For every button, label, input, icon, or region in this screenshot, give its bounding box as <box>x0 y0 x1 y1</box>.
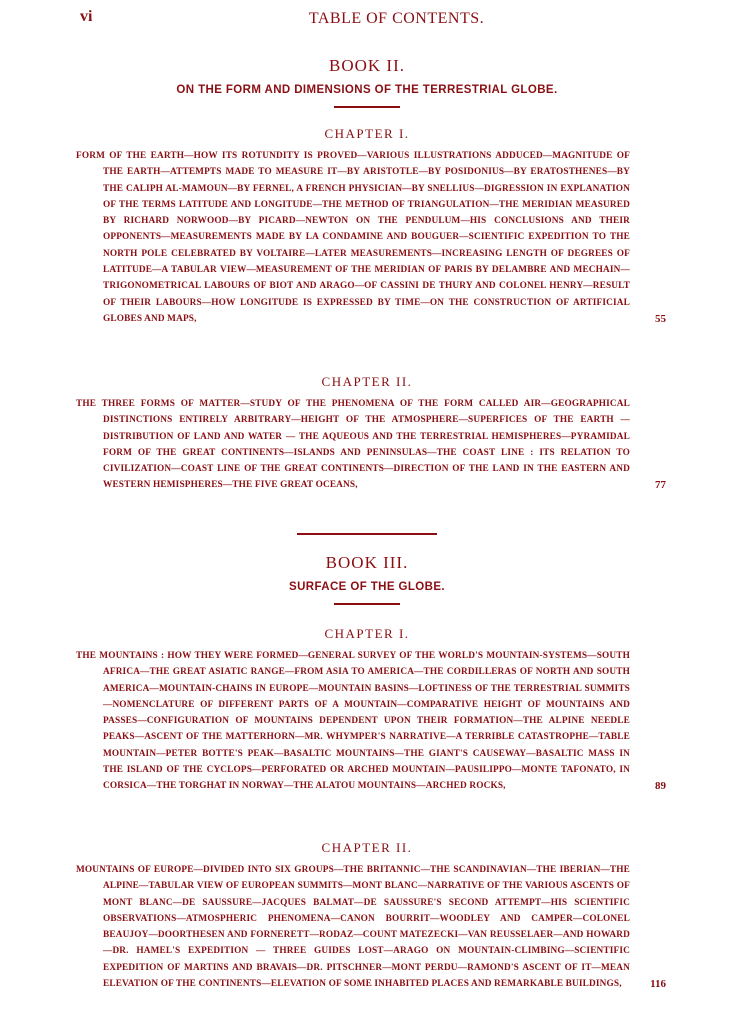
book-title: BOOK II. <box>329 56 405 75</box>
chapter-summary-text: THE THREE FORMS OF MATTER—STUDY OF THE PHENOMENA OF THE FORM CALLED AIR—GEOGRAPHICAL DISTINCTIONS ENTIRELY ARBITRARY—HEIGHT OF THE ATMOSPHERE—SUPERFICES OF THE EARTH — DISTRIBUTION OF LAND AND WATER — THE AQUEOUS AND THE TERRESTRIAL HEMISPHERES—PYRAMIDAL FORM OF THE GREAT CONTINENTS—ISLANDS AND PENINSULAS—THE COAST LINE : ITS RELATION TO CIVILIZATION—COAST LINE OF THE GREAT CONTINENTS—DIRECTION OF THE LAND IN THE EASTERN AND WESTERN HEMISPHERES—THE FIVE GREAT OCEANS, <box>76 399 630 491</box>
book-ii-chapter-i <box>76 126 666 327</box>
chapter-title: CHAPTER II. <box>321 840 413 855</box>
running-title: TABLE OF CONTENTS. <box>308 10 485 27</box>
chapter-page-number: 77 <box>655 479 666 492</box>
book-iii-heading <box>76 553 658 605</box>
chapter-title: CHAPTER I. <box>324 126 410 141</box>
book-separator <box>76 533 658 535</box>
book-title: BOOK III. <box>325 553 409 572</box>
book-iii-chapter-ii <box>76 840 666 992</box>
chapter-summary <box>76 396 666 494</box>
book-ii-heading <box>76 56 658 108</box>
book-ii-chapter-ii <box>76 374 666 494</box>
chapter-summary <box>76 648 666 795</box>
running-header <box>80 4 713 28</box>
page-number: vi <box>80 8 93 25</box>
divider <box>334 603 400 605</box>
divider <box>334 106 400 108</box>
book-iii-chapter-i <box>76 626 666 795</box>
chapter-summary <box>76 862 666 992</box>
chapter-page-number: 55 <box>655 312 666 325</box>
chapter-summary-text: MOUNTAINS OF EUROPE—DIVIDED INTO SIX GROUPS—THE BRITANNIC—THE SCANDINAVIAN—THE IBERIAN—THE ALPINE—TABULAR VIEW OF EUROPEAN SUMMITS—MONT BLANC—NARRATIVE OF THE VARIOUS ASCENTS OF MONT BLANC—DE SAUSSURE—JACQUES BALMAT—DE SAUSSURE'S SECOND ATTEMPT—HIS SCIENTIFIC OBSERVATIONS—ATMOSPHERIC PHENOMENA—CANON BOURRIT—WOODLEY AND CAMPER—COLONEL BEAUJOY—DOORTHESEN AND FORNERETT—RODAZ—COUNT MATEZECKI—VAN REUSSELAER—AND HOWARD—DR. HAMEL'S EXPEDITION — THREE GUIDES LOST—ARAGO ON MOUNTAIN-CLIMBING—SCIENTIFIC EXPEDITION OF MARTINS AND BRAVAIS—DR. PITSCHNER—MONT PERDU—RAMOND'S ASCENT OF IT—MEAN ELEVATION OF THE CONTINENTS—ELEVATION OF SOME INHABITED PLACES AND REMARKABLE BUILDINGS, <box>76 865 630 990</box>
chapter-title: CHAPTER II. <box>321 374 413 389</box>
divider <box>297 533 437 535</box>
chapter-title: CHAPTER I. <box>324 626 410 641</box>
chapter-summary-text: THE MOUNTAINS : HOW THEY WERE FORMED—GENERAL SURVEY OF THE WORLD'S MOUNTAIN-SYSTEMS—SOUTH AFRICA—THE GREAT ASIATIC RANGE—FROM ASIA TO AMERICA—THE CORDILLERAS OF NORTH AND SOUTH AMERICA—MOUNTAIN-CHAINS IN EUROPE—MOUNTAIN BASINS—LOFTINESS OF THE TERRESTRIAL SUMMITS—NOMENCLATURE OF DIFFERENT PARTS OF A MOUNTAIN—COMPARATIVE HEIGHT OF MOUNTAINS AND PASSES—CONFIGURATION OF MOUNTAINS DEPENDENT UPON THEIR FORMATION—THE ALPINE NEEDLE PEAKS—ASCENT OF THE MATTERHORN—MR. WHYMPER'S NARRATIVE—A TERRIBLE CATASTROPHE—TABLE MOUNTAIN—PETER BOTTE'S PEAK—BASALTIC MOUNTAINS—THE GIANT'S CAUSEWAY—BASALTIC MASS IN THE ISLAND OF THE CYCLOPS—PERFORATED OR ARCHED MOUNTAIN—PAUSILIPPO—MONTE TAFONATO, IN CORSICA—THE TORGHAT IN NORWAY—THE ALATOU MOUNTAINS—ARCHED ROCKS, <box>76 651 630 792</box>
book-subtitle: SURFACE OF THE GLOBE. <box>289 581 445 593</box>
chapter-page-number: 89 <box>655 780 666 793</box>
chapter-summary-text: FORM OF THE EARTH—HOW ITS ROTUNDITY IS PROVED—VARIOUS ILLUSTRATIONS ADDUCED—MAGNITUDE OF THE EARTH—ATTEMPTS MADE TO MEASURE IT—BY ARISTOTLE—BY POSIDONIUS—BY ERATOSTHENES—BY THE CALIPH AL-MAMOUN—BY FERNEL, A FRENCH PHYSICIAN—BY SNELLIUS—DIGRESSION IN EXPLANATION OF THE TERMS LATITUDE AND LONGITUDE—THE METHOD OF TRIANGULATION—THE MERIDIAN MEASURED BY RICHARD NORWOOD—BY PICARD—NEWTON ON THE PENDULUM—HIS CONCLUSIONS AND THEIR OPPONENTS—MEASUREMENTS MADE BY LA CONDAMINE AND BOUGUER—SCIENTIFIC EXPEDITION TO THE NORTH POLE CELEBRATED BY VOLTAIRE—LATER MEASUREMENTS—INCREASING LENGTH OF DEGREES OF LATITUDE—A TABULAR VIEW—MEASUREMENT OF THE MERIDIAN OF PARIS BY DELAMBRE AND MECHAIN—TRIGONOMETRICAL LABOURS OF BIOT AND ARAGO—OF CASSINI DE THURY AND COLONEL HENRY—RESULT OF THEIR LABOURS—HOW LONGITUDE IS EXPRESSED BY TIME—ON THE CONSTRUCTION OF ARTIFICIAL GLOBES AND MAPS, <box>76 151 630 324</box>
book-subtitle: ON THE FORM AND DIMENSIONS OF THE TERRESTRIAL GLOBE. <box>176 84 558 96</box>
chapter-summary <box>76 148 666 327</box>
chapter-page-number: 116 <box>650 978 666 991</box>
